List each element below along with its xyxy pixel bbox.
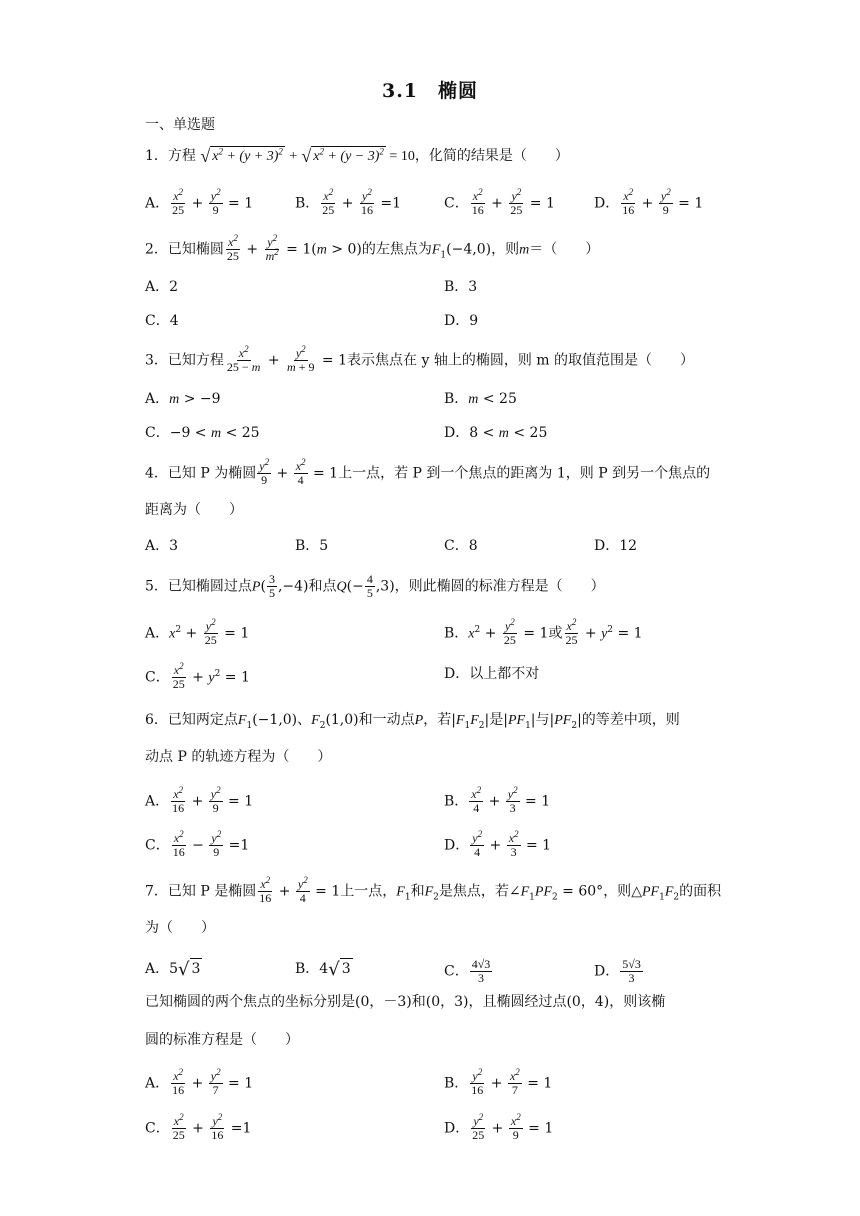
- question-8-cont: 圆的标准方程是（ ）: [145, 1032, 299, 1048]
- q4-option-a[interactable]: A．3: [145, 538, 179, 554]
- q5-option-a[interactable]: A．$x^2$ + $\frac{y^2}{25}$ = 1: [145, 617, 250, 647]
- q2-option-b[interactable]: B．3: [444, 279, 478, 295]
- page-title: 3.1 椭圆: [381, 80, 479, 102]
- q6-option-a[interactable]: A． $\frac{x^2}{16}$ + $\frac{y^2}{9}$ = 1: [145, 785, 254, 815]
- q7-option-c[interactable]: C． $\frac{4√3}{3}$: [444, 957, 491, 985]
- q3-option-c[interactable]: C．−9 < m < 25: [145, 425, 260, 441]
- q4-option-c[interactable]: C．8: [444, 538, 478, 554]
- q2-option-c[interactable]: C．4: [145, 313, 179, 329]
- q7-option-d[interactable]: D． $\frac{5√3}{3}$: [594, 957, 641, 985]
- q6-option-b[interactable]: B． $\frac{x^2}{4}$ + $\frac{y^2}{3}$ = 1: [444, 785, 551, 815]
- question-6: 6．已知两定点$F_1(-1,0)$、$F_2(1,0)$和一动点P，若$|F_1F_2|$是$|PF_1|$与$|PF_2|$的等差中项，则: [145, 712, 680, 731]
- q4-option-b[interactable]: B．5: [295, 538, 329, 554]
- q5-option-b[interactable]: B．$x^2$ + $\frac{y^2}{25}$ = 1或 $\frac{x^2}{25}$ + $y^2 = 1$: [444, 617, 643, 647]
- section-heading: 一、单选题: [145, 117, 215, 133]
- question-3: 3．已知方程 $\frac{x^2}{25 - m}$ + $\frac{y^2}{m + 9}$ = 1表示焦点在 y 轴上的椭圆，则 m 的取值范围是（ ）: [145, 344, 694, 374]
- q4-option-d[interactable]: D．12: [594, 538, 638, 554]
- question-1: 1．方程 √ $x^2 + (y + 3)^2$ + √ $x^2 + (y - 3)^2 = 10$，化简的结果是（ ）: [145, 146, 569, 166]
- q5-option-d[interactable]: D．以上都不对: [444, 666, 540, 682]
- q7-option-a[interactable]: A．5√ 3: [145, 959, 201, 980]
- q8-option-d[interactable]: D． $\frac{y^2}{25}$ + $\frac{x^2}{9}$ = 1: [444, 1112, 554, 1142]
- q3-option-d[interactable]: D．8 < m < 25: [444, 425, 548, 441]
- q1-option-a[interactable]: A． $\frac{x^2}{25}$ + $\frac{y^2}{9}$ = 1: [145, 187, 254, 217]
- q2-option-d[interactable]: D．9: [444, 313, 479, 329]
- question-8: 已知椭圆的两个焦点的坐标分别是(0，－3)和(0，3)，且椭圆经过点(0，4)，则该椭: [145, 994, 666, 1010]
- q7-option-b[interactable]: B．4√ 3: [295, 959, 351, 980]
- q3-option-b[interactable]: B．m < 25: [444, 391, 517, 407]
- q1-option-b[interactable]: B． $\frac{x^2}{25}$ + $\frac{y^2}{16}$ =1: [295, 187, 402, 217]
- question-7: 7．已知 P 是椭圆 $\frac{x^2}{16}$ + $\frac{y^2}{4}$ = 1上一点，$F_1$和$F_2$是焦点，若$\angle F_1PF_2 = 60^\circ$，则$\triangle PF_1F_2$的面积: [145, 875, 722, 905]
- q6-option-c[interactable]: C． $\frac{x^2}{16}$ − $\frac{y^2}{9}$ =1: [145, 829, 250, 859]
- q2-option-a[interactable]: A．2: [145, 279, 179, 295]
- question-6-cont: 动点 P 的轨迹方程为（ ）: [145, 749, 332, 765]
- question-5: 5．已知椭圆过点P( $\frac{3}{5}$ ,−4)和点Q(− $\frac{4}{5}$ ,3)，则此椭圆的标准方程是（ ）: [145, 572, 605, 600]
- q6-option-d[interactable]: D． $\frac{y^2}{4}$ + $\frac{x^2}{3}$ = 1: [444, 829, 552, 859]
- q3-option-a[interactable]: A．m > −9: [145, 391, 221, 407]
- question-2: 2．已知椭圆 $\frac{x^2}{25}$ + $\frac{y^2}{m^2}$ = 1(m > 0)的左焦点为$F_1(-4,0)$，则m＝（ ）: [145, 233, 600, 263]
- q1-option-d[interactable]: D． $\frac{x^2}{16}$ + $\frac{y^2}{9}$ = 1: [594, 187, 704, 217]
- q8-option-a[interactable]: A． $\frac{x^2}{16}$ + $\frac{y^2}{7}$ = 1: [145, 1067, 254, 1097]
- question-4: 4．已知 P 为椭圆 $\frac{y^2}{9}$ + $\frac{x^2}{4}$ = 1上一点，若 P 到一个焦点的距离为 1，则 P 到另一个焦点的: [145, 457, 711, 487]
- question-4-cont: 距离为（ ）: [145, 502, 243, 518]
- question-7-cont: 为（ ）: [145, 920, 215, 936]
- q8-option-b[interactable]: B． $\frac{y^2}{16}$ + $\frac{x^2}{7}$ = 1: [444, 1067, 553, 1097]
- q8-option-c[interactable]: C． $\frac{x^2}{25}$ + $\frac{y^2}{16}$ =1: [145, 1112, 252, 1142]
- q5-option-c[interactable]: C． $\frac{x^2}{25}$ + $y^2 = 1$: [145, 661, 250, 691]
- q1-option-c[interactable]: C． $\frac{x^2}{16}$ + $\frac{y^2}{25}$ = 1: [444, 187, 555, 217]
